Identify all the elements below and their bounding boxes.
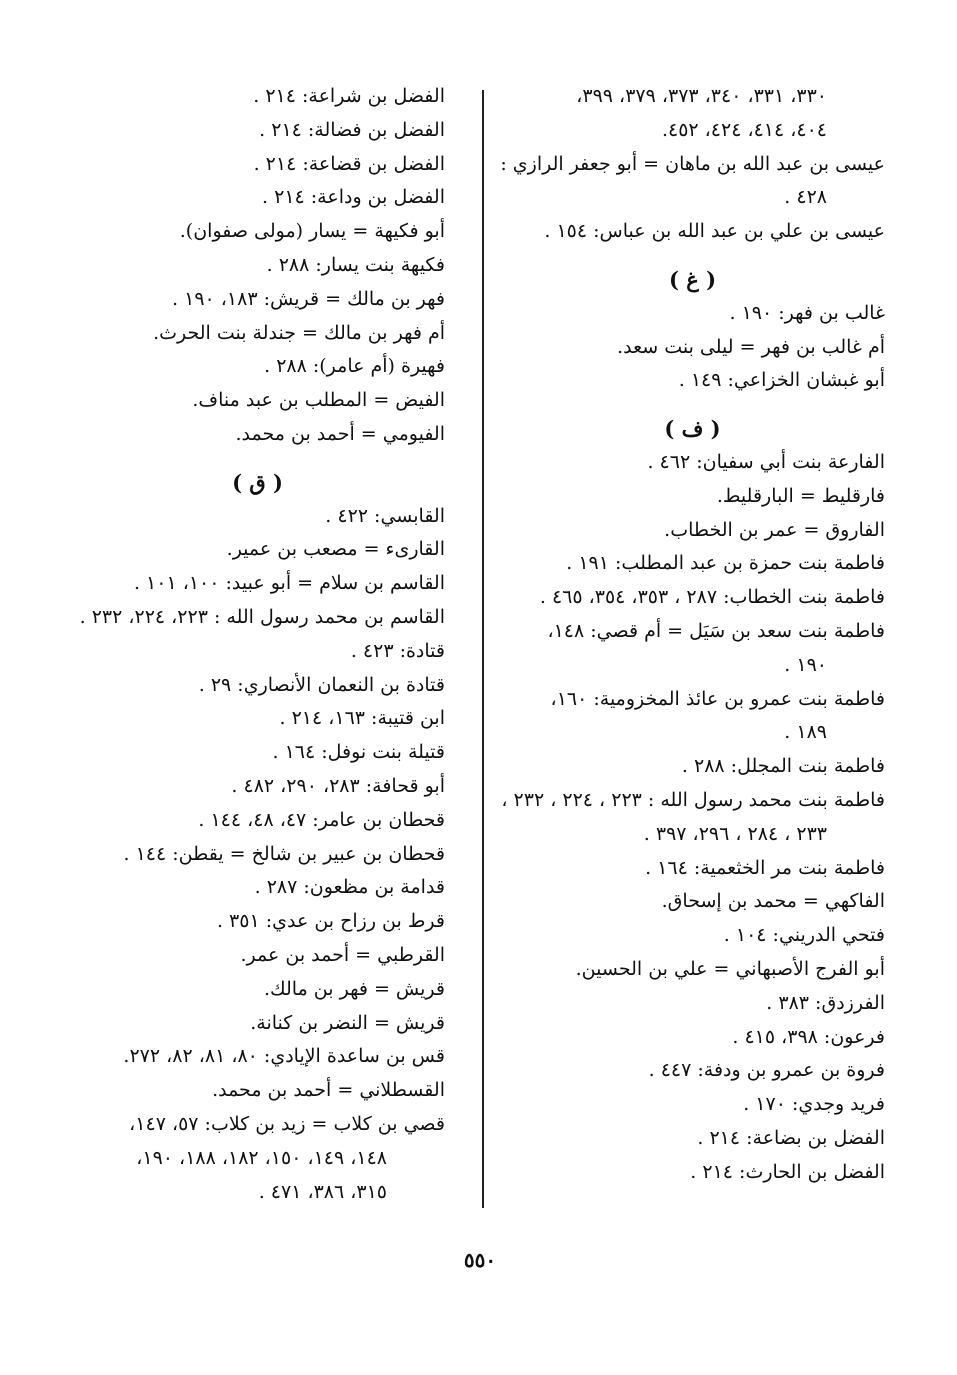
index-entry: فاطمة بنت الخطاب: ٢٨٧ ، ٣٥٣، ٣٥٤، ٤٦٥ .	[539, 586, 885, 609]
index-entry: قدامة بن مظعون: ٢٨٧ .	[254, 876, 445, 899]
section-gap	[500, 398, 885, 412]
page-number: ٥٥٠	[463, 1248, 497, 1272]
index-entry-continuation: ٤٢٨ .	[784, 186, 827, 209]
index-entry: فهر بن مالك = قريش: ١٨٣، ١٩٠ .	[172, 287, 445, 310]
index-entry: فاطمة بنت المجلل: ٢٨٨ .	[681, 755, 885, 778]
index-entry: أبو الفرج الأصبهاني = علي بن الحسين.	[575, 957, 885, 980]
index-entry: فهيرة (أم عامر): ٢٨٨ .	[264, 355, 445, 378]
index-entry: ابن قتيبة: ١٦٣، ٢١٤ .	[279, 707, 445, 730]
index-entry-continuation: ٢٣٣ ، ٢٨٤ ، ٢٩٦، ٣٩٧ .	[643, 822, 827, 845]
section-gap	[500, 249, 885, 263]
index-column-left	[70, 80, 445, 1209]
index-entry: فاطمة بنت عمرو بن عائذ المخزومية: ١٦٠،	[550, 687, 885, 710]
index-entry: فاطمة بنت حمزة بن عبد المطلب: ١٩١ .	[566, 552, 885, 575]
index-entry: قتادة بن النعمان الأنصاري: ٢٩ .	[198, 673, 445, 696]
index-entry: الفيومي = أحمد بن محمد.	[235, 422, 445, 445]
index-entry: القرطبي = أحمد بن عمر.	[240, 943, 445, 966]
letter-heading: ( غ )	[668, 266, 717, 292]
index-entry: قرط بن رزاح بن عدي: ٣٥١ .	[216, 910, 445, 933]
index-entry-continuation: ١٨٩ .	[784, 721, 827, 744]
index-entry: أبو غبشان الخزاعي: ١٤٩ .	[678, 369, 885, 392]
index-entry: الفيض = المطلب بن عبد مناف.	[192, 389, 445, 412]
index-entry: غالب بن فهر: ١٩٠ .	[729, 301, 885, 324]
index-entry: قتادة: ٤٢٣ .	[350, 639, 445, 662]
index-entry-continuation: ١٤٨، ١٤٩، ١٥٠، ١٨٢، ١٨٨، ١٩٠،	[136, 1146, 387, 1169]
index-entry: فريد وجدي: ١٧٠ .	[743, 1093, 885, 1116]
index-entry: قريش = النضر بن كنانة.	[250, 1011, 445, 1034]
index-entry: الفضل بن فضالة: ٢١٤ .	[259, 118, 445, 141]
index-entry-continuation: ٤٠٤، ٤١٤، ٤٢٤، ٤٥٢.	[661, 118, 827, 141]
index-entry: الفارعة بنت أبي سفيان: ٤٦٢ .	[647, 450, 885, 473]
index-entry: فاطمة بنت محمد رسول الله : ٢٢٣ ، ٢٢٤ ، ٢٣٢ ،	[501, 788, 885, 811]
index-entry: الفضل بن قضاعة: ٢١٤ .	[253, 152, 445, 175]
index-entry: القارىء = مصعب بن عمير.	[226, 538, 445, 561]
index-entry: الفرزدق: ٣٨٣ .	[766, 991, 885, 1014]
index-entry: الفضل بن الحارث: ٢١٤ .	[690, 1160, 885, 1183]
index-entry: قريش = فهر بن مالك.	[263, 977, 445, 1000]
index-entry: الفضل بن شراعة: ٢١٤ .	[253, 85, 445, 107]
index-entry: الفضل بن بضاعة: ٢١٤ .	[697, 1126, 885, 1149]
index-entry: عيسى بن عبد الله بن ماهان = أبو جعفر الرازي :	[500, 152, 885, 175]
index-entry: فتحي الدريني: ١٠٤ .	[723, 924, 885, 947]
index-entry: الفاروق = عمر بن الخطاب.	[664, 518, 885, 541]
index-entry: الفاكهي = محمد بن إسحاق.	[661, 890, 885, 913]
index-entry: القاسم بن سلام = أبو عبيد: ١٠٠، ١٠١ .	[133, 572, 445, 595]
index-entry-continuation: ٣١٥، ٣٨٦، ٤٧١ .	[258, 1180, 387, 1203]
index-entry: قصي بن كلاب = زيد بن كلاب: ٥٧، ١٤٧،	[129, 1112, 445, 1135]
index-entry: الفضل بن وداعة: ٢١٤ .	[262, 186, 445, 209]
index-entry: فارقليط = البارقليط.	[716, 484, 885, 507]
letter-heading: ( ف )	[664, 416, 721, 442]
index-entry: أم غالب بن فهر = ليلى بنت سعد.	[617, 335, 885, 358]
index-entry: قس بن ساعدة الإيادي: ٨٠، ٨١، ٨٢، ٢٧٢.	[123, 1045, 445, 1068]
index-entry: قحطان بن عبير بن شالخ = يقطن: ١٤٤ .	[123, 842, 445, 865]
index-entry: القاسم بن محمد رسول الله : ٢٢٣، ٢٢٤، ٢٣٢ .	[79, 605, 445, 628]
index-entry: فروة بن عمرو بن ودفة: ٤٤٧ .	[648, 1059, 885, 1082]
index-entry: القابسي: ٤٢٢ .	[325, 504, 445, 527]
index-entry-continuation: ١٩٠ .	[784, 653, 827, 676]
index-entry: فكيهة بنت يسار: ٢٨٨ .	[266, 253, 445, 276]
index-entry: فاطمة بنت مر الخثعمية: ١٦٤ .	[645, 856, 885, 879]
index-entry: قتيلة بنت نوفل: ١٦٤ .	[272, 741, 445, 764]
section-gap	[70, 452, 445, 466]
index-entry: أبو فكيهة = يسار (مولى صفوان).	[179, 220, 445, 243]
index-entry: القسطلاني = أحمد بن محمد.	[212, 1079, 445, 1102]
index-entry: فاطمة بنت سعد بن سَيَل = أم قصي: ١٤٨،	[547, 619, 885, 642]
column-divider	[482, 90, 484, 1208]
index-column-right	[500, 80, 885, 1190]
index-entry: قحطان بن عامر: ٤٧، ٤٨، ١٤٤ .	[198, 808, 445, 831]
index-entry: أبو قحافة: ٢٨٣، ٢٩٠، ٤٨٢ .	[231, 774, 445, 797]
index-entry: أم فهر بن مالك = جندلة بنت الحرث.	[153, 321, 445, 344]
letter-heading: ( ق )	[232, 469, 283, 495]
index-entry: فرعون: ٣٩٨، ٤١٥ .	[732, 1025, 885, 1048]
index-entry-continuation: ٣٣٠، ٣٣١، ٣٤٠، ٣٧٣، ٣٧٩، ٣٩٩،	[576, 85, 827, 107]
index-entry: عيسى بن علي بن عبد الله بن عباس: ١٥٤ .	[544, 220, 885, 243]
